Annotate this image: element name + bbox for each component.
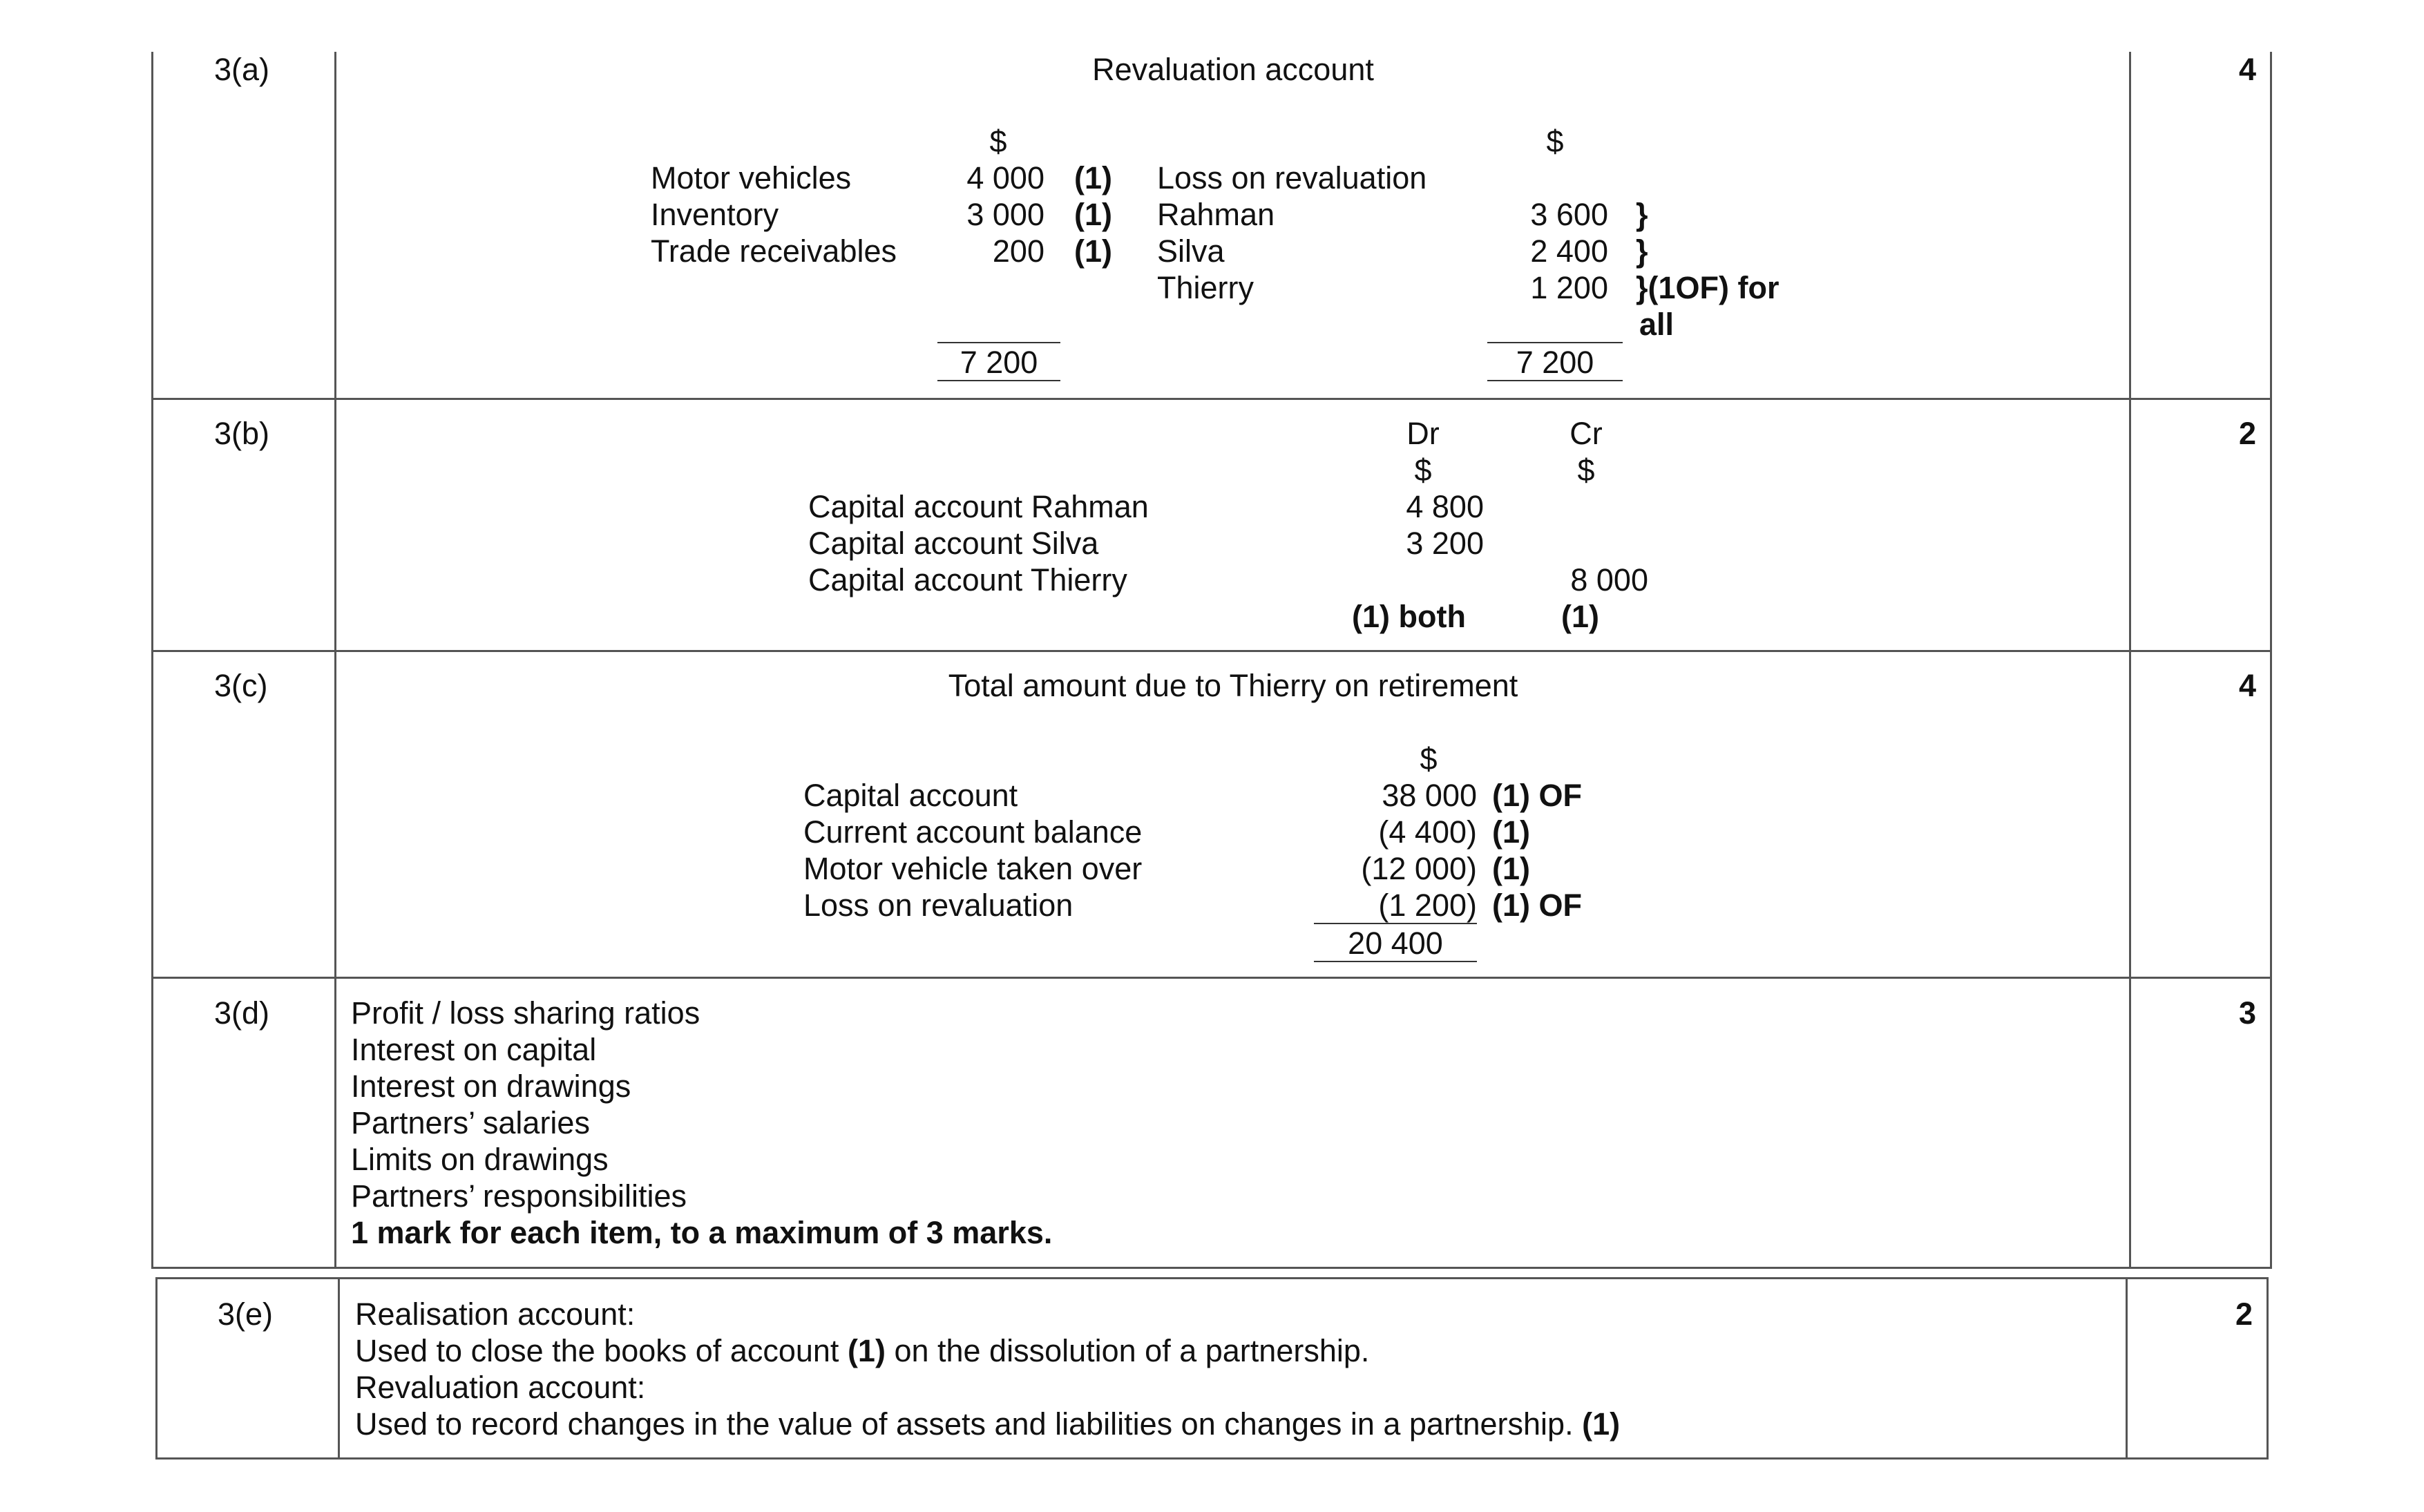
calculation-item-label: Current account balance: [803, 814, 1143, 850]
row-divider-bc: [151, 650, 2272, 652]
calculation-heading: Total amount due to Thierry on retirement: [948, 668, 1518, 703]
debit-item-amount: 4 000: [966, 160, 1044, 195]
calculation-item-amount: 38 000: [1382, 778, 1477, 813]
answer-text: Used to record changes in the value of assets and liabilities on changes in a partnership.: [355, 1406, 1583, 1442]
column-head-cr: Cr: [1569, 416, 1603, 451]
marking-note: 1 mark for each item, to a maximum of 3 marks.: [351, 1215, 1053, 1250]
currency-symbol: $: [1546, 124, 1564, 159]
table-divider-question: [338, 1277, 340, 1460]
table-divider-question: [334, 52, 336, 1269]
table-border-right: [2270, 52, 2272, 1269]
calculation-item-label: Motor vehicle taken over: [803, 851, 1143, 886]
answer-line: Interest on capital: [351, 1032, 597, 1067]
mark-total: 2: [2239, 416, 2257, 451]
answer-line: Realisation account:: [355, 1296, 636, 1332]
debit-item-label: Inventory: [651, 197, 779, 232]
total-rule: [1487, 342, 1623, 343]
credit-item-label: Loss on revaluation: [1157, 160, 1427, 195]
credit-item-mark: }: [1636, 233, 1648, 269]
row-divider-ab: [151, 398, 2272, 400]
account-heading: Revaluation account: [1092, 52, 1374, 87]
debit-item-amount: 200: [992, 233, 1044, 269]
answer-line: [355, 1406, 1620, 1443]
calculation-item-mark: (1): [1492, 851, 1530, 886]
currency-symbol: $: [1414, 452, 1432, 488]
calculation-item-label: Loss on revaluation: [803, 888, 1073, 923]
debit-total: 7 200: [960, 345, 1038, 380]
debit-item-mark: (1): [1074, 233, 1112, 269]
mark-total: 2: [2235, 1296, 2253, 1332]
debit-item-mark: (1): [1074, 197, 1112, 232]
mark-total: 4: [2239, 52, 2257, 87]
answer-mark: (1): [847, 1333, 886, 1368]
answer-line: Limits on drawings: [351, 1142, 609, 1177]
mark-total: 3: [2239, 995, 2257, 1031]
credit-item-mark: }: [1636, 197, 1648, 232]
credit-item-amount: 2 400: [1530, 233, 1608, 269]
answer-text: Used to close the books of account: [355, 1333, 848, 1368]
answer-line: Profit / loss sharing ratios: [351, 995, 700, 1031]
answer-mark: (1): [1582, 1406, 1621, 1442]
question-number: 3(b): [214, 416, 270, 451]
journal-item-label: Capital account Thierry: [808, 562, 1127, 597]
currency-symbol: $: [1420, 741, 1438, 776]
debit-item-amount: 3 000: [966, 197, 1044, 232]
debit-item-label: Trade receivables: [651, 233, 897, 269]
total-rule: [1314, 923, 1477, 924]
row-divider-bottom: [151, 1267, 2272, 1269]
table-divider-mark: [2126, 1277, 2128, 1460]
credit-mark-continuation: all: [1639, 307, 1674, 342]
table-divider-mark: [2129, 52, 2131, 1269]
answer-line: Partners’ salaries: [351, 1105, 590, 1140]
total-underline: [937, 380, 1060, 381]
calculation-item-mark: (1): [1492, 814, 1530, 850]
total-underline: [1314, 961, 1477, 962]
calculation-item-amount: (12 000): [1361, 851, 1477, 886]
answer-line: Partners’ responsibilities: [351, 1178, 687, 1214]
currency-symbol: $: [989, 124, 1007, 159]
calculation-item-amount: (4 400): [1378, 814, 1477, 850]
question-number: 3(a): [214, 52, 270, 87]
table-border-left: [151, 52, 153, 1269]
debit-item-label: Motor vehicles: [651, 160, 852, 195]
answer-text: on the dissolution of a partnership.: [885, 1333, 1370, 1368]
journal-item-label: Capital account Silva: [808, 526, 1099, 561]
question-number: 3(d): [214, 995, 270, 1031]
debit-item-mark: (1): [1074, 160, 1112, 195]
journal-debit: 4 800: [1406, 489, 1484, 524]
credit-item-label: Silva: [1157, 233, 1225, 269]
journal-credit: 8 000: [1570, 562, 1648, 597]
journal-item-label: Capital account Rahman: [808, 489, 1149, 524]
credit-item-amount: 3 600: [1530, 197, 1608, 232]
credit-item-label: Thierry: [1157, 270, 1254, 305]
total-underline: [1487, 380, 1623, 381]
question-number: 3(e): [218, 1296, 274, 1332]
calculation-item-label: Capital account: [803, 778, 1018, 813]
currency-symbol: $: [1577, 452, 1595, 488]
row-divider-cd: [151, 977, 2272, 979]
credit-total: 7 200: [1516, 345, 1594, 380]
total-rule: [937, 342, 1060, 343]
calculation-item-mark: (1) OF: [1492, 888, 1582, 923]
column-head-dr: Dr: [1406, 416, 1440, 451]
answer-line: [355, 1332, 1369, 1370]
debit-mark: (1) both: [1352, 599, 1466, 634]
answer-line: Revaluation account:: [355, 1370, 646, 1405]
mark-total: 4: [2239, 668, 2257, 703]
credit-item-label: Rahman: [1157, 197, 1275, 232]
answer-line: Interest on drawings: [351, 1069, 631, 1104]
credit-item-amount: 1 200: [1530, 270, 1608, 305]
journal-debit: 3 200: [1406, 526, 1484, 561]
calculation-total: 20 400: [1348, 926, 1443, 961]
calculation-item-mark: (1) OF: [1492, 778, 1582, 813]
credit-mark: (1): [1561, 599, 1599, 634]
credit-item-mark: }(1OF) for: [1636, 270, 1779, 305]
calculation-item-amount: (1 200): [1378, 888, 1477, 923]
question-number: 3(c): [214, 668, 268, 703]
